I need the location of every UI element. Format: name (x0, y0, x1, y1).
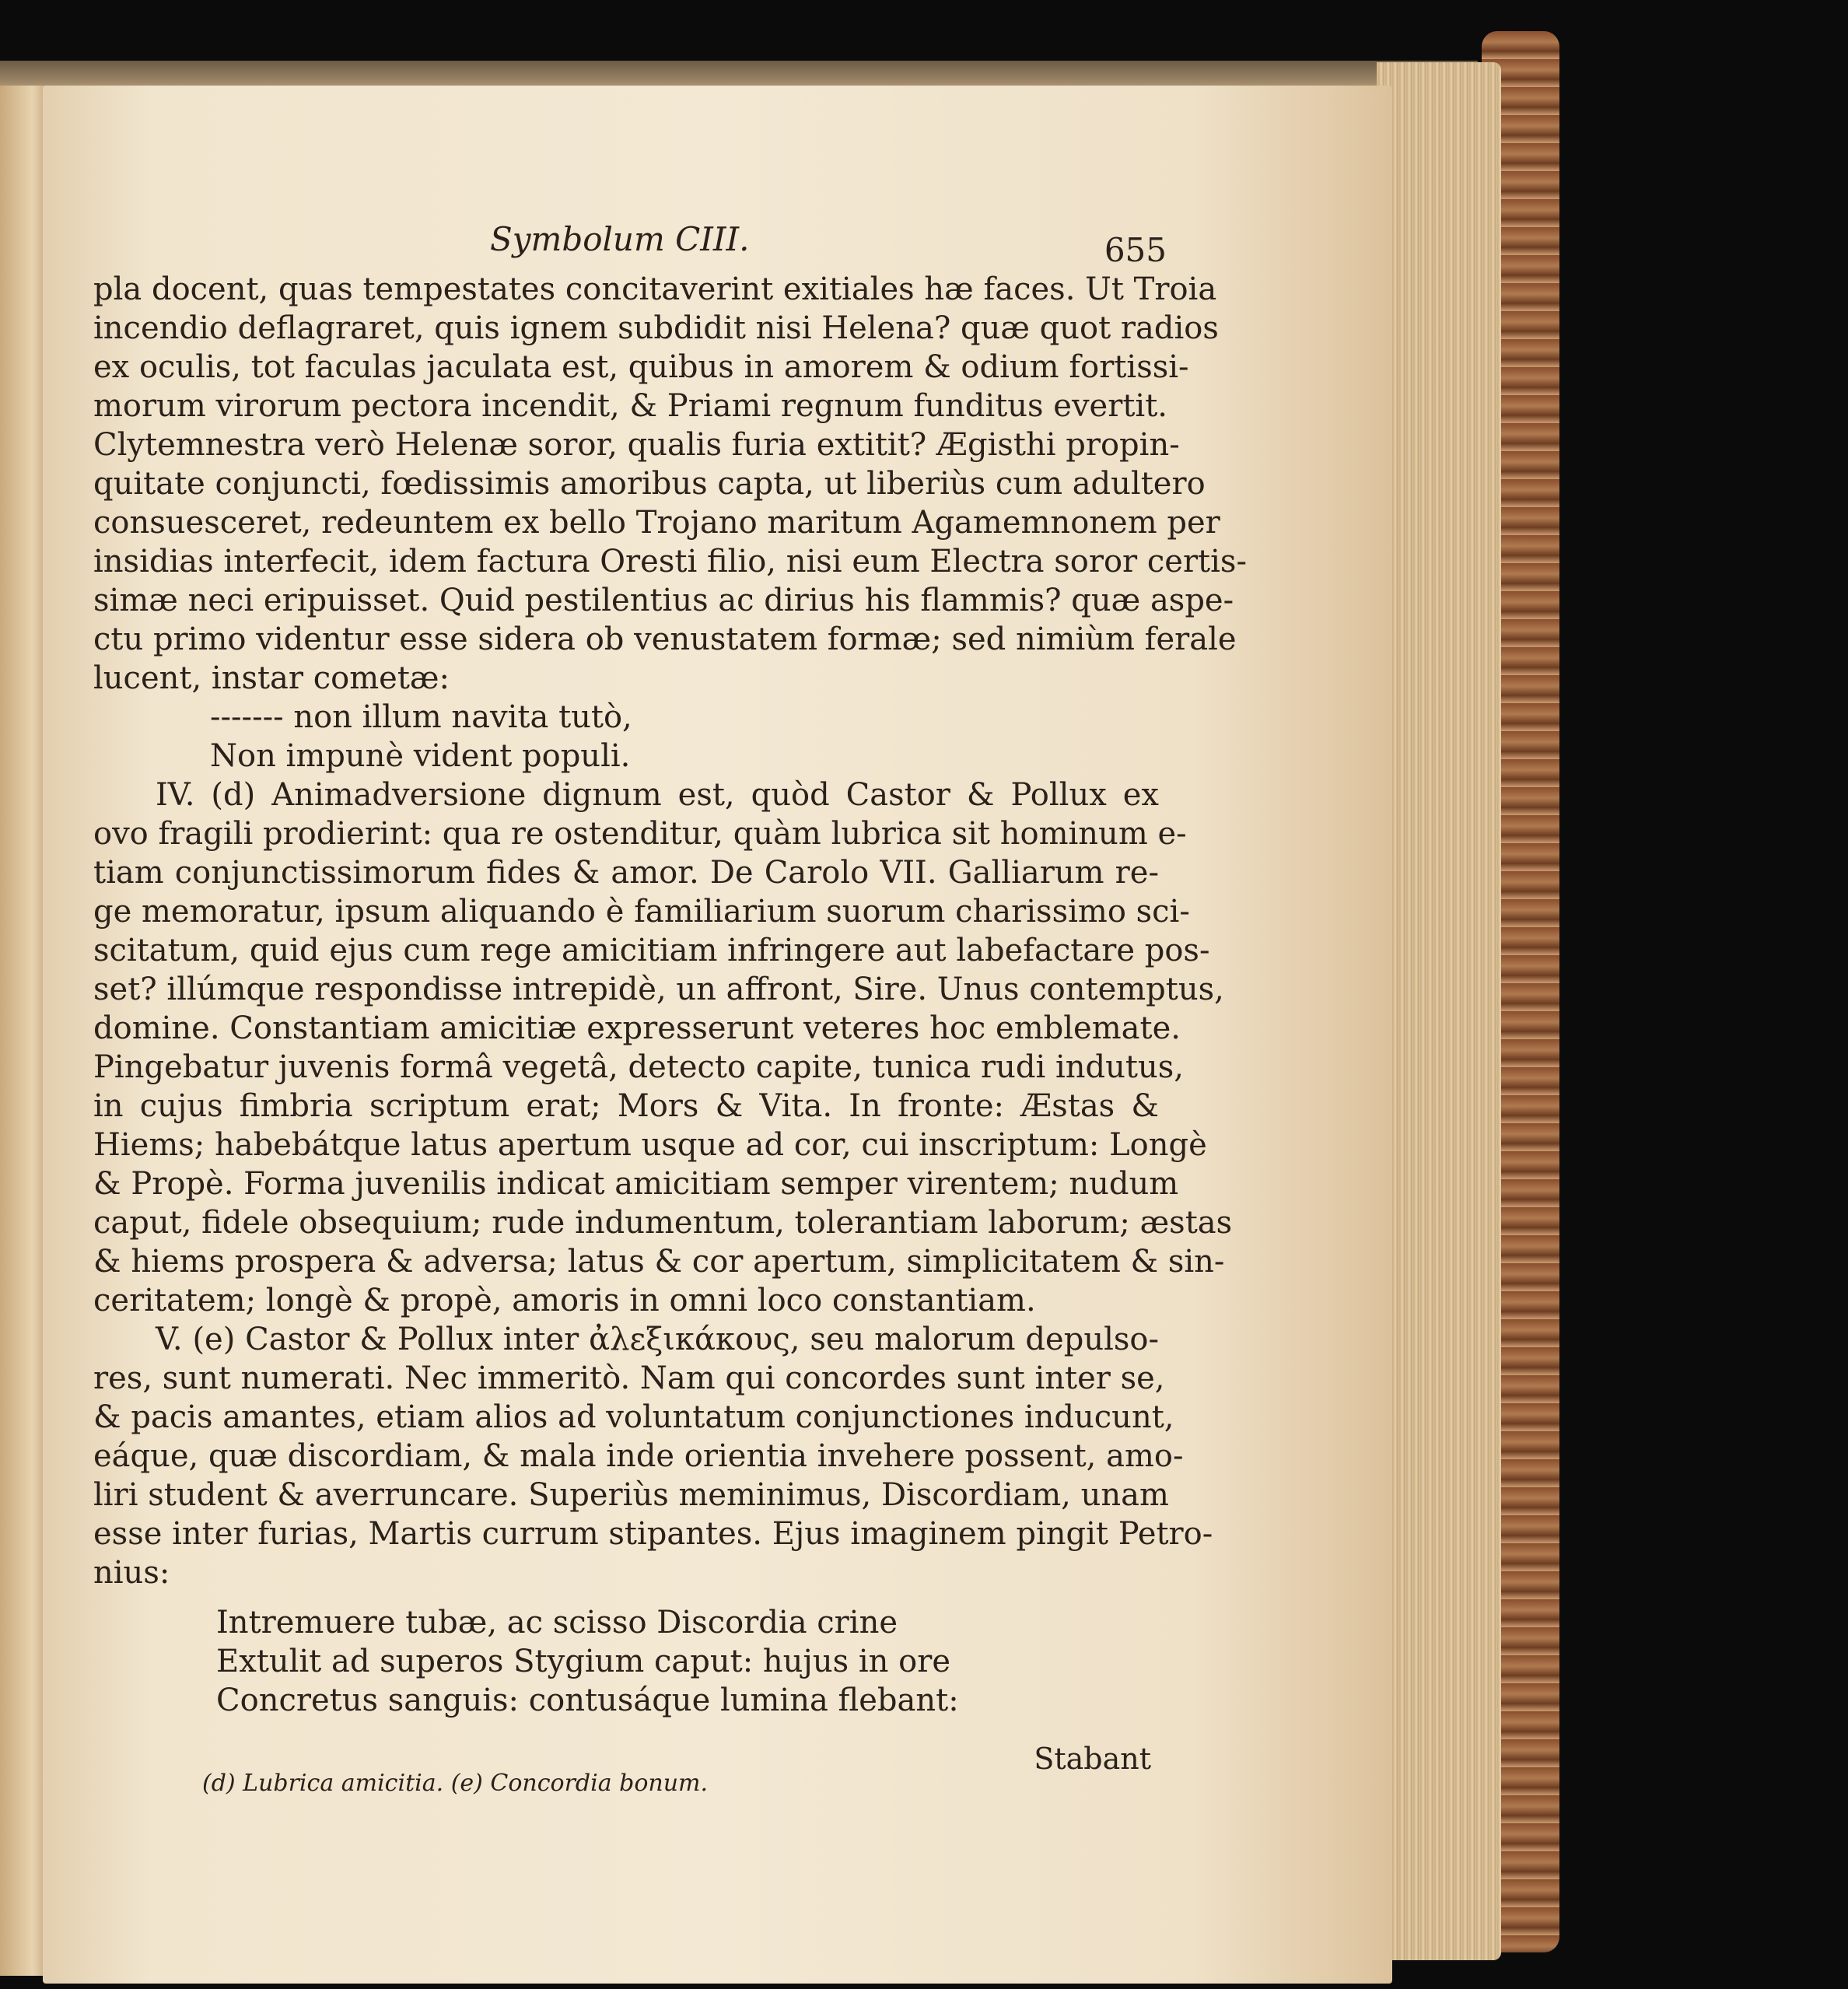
text-line: & hiems prospera & adversa; latus & cor apertum, simplicitatem & sin- (93, 1244, 1225, 1280)
page-text (93, 214, 1247, 1797)
text-line: Hiems; habebátque latus apertum usque ad cor, cui inscriptum: Longè (93, 1127, 1207, 1163)
verse-line: ------- non illum navita tutò, (210, 699, 632, 735)
text-line: lucent, instar cometæ: (93, 660, 450, 696)
verse-line: Concretus sanguis: contusáque lumina flebant: (216, 1683, 959, 1718)
text-line: domine. Constantiam amicitiæ expresserunt veteres hoc emblemate. (93, 1010, 1181, 1046)
text-line: set? illúmque respondisse intrepidè, un affront, Sire. Unus contemptus, (93, 972, 1224, 1007)
text-line: & pacis amantes, etiam alios ad voluntatum conjunctiones inducunt, (93, 1399, 1174, 1435)
text-line: morum virorum pectora incendit, & Priami regnum funditus evertit. (93, 388, 1167, 424)
running-head-title: Symbolum CIII. (490, 220, 750, 258)
text-line: ge memoratur, ipsum aliquando è familiarium suorum charissimo sci- (93, 894, 1190, 930)
text-line: ovo fragili prodierint: qua re ostenditur, quàm lubrica sit hominum e- (93, 816, 1187, 852)
catchword: Stabant (1034, 1742, 1151, 1776)
text-line: & Propè. Forma juvenilis indicat amicitiam semper virentem; nudum (93, 1166, 1179, 1202)
page-number: 655 (1104, 231, 1167, 269)
paragraph-iv (93, 776, 1233, 1320)
text-line: quitate conjuncti, fœdissimis amoribus capta, ut liberiùs cum adultero (93, 466, 1206, 502)
text-line: V. (e) Castor & Pollux inter ἀλεξικάκους, seu malorum depulso- (156, 1322, 1159, 1357)
text-line: nius: (93, 1555, 170, 1591)
text-line: eáque, quæ discordiam, & mala inde orientia invehere possent, amo- (93, 1438, 1184, 1474)
text-line: esse inter furias, Martis currum stipantes. Ejus imaginem pingit Petro- (93, 1516, 1213, 1552)
text-line: ceritatem; longè & propè, amoris in omni loco constantiam. (93, 1283, 1036, 1318)
text-line: in cujus fimbria scriptum erat; Mors & Vita. In fronte: Æstas & (93, 1088, 1159, 1124)
verse-quote-2 (93, 1603, 1159, 1720)
verse-line: Intremuere tubæ, ac scisso Discordia crine (216, 1605, 898, 1641)
text-line: Pingebatur juvenis formâ vegetâ, detecto capite, tunica rudi indutus, (93, 1049, 1184, 1085)
text-line: IV. (d) Animadversione dignum est, quòd Castor & Pollux ex (156, 777, 1159, 813)
text-line: res, sunt numerati. Nec immeritò. Nam qui concordes sunt inter se, (93, 1360, 1165, 1396)
paragraph-v (93, 1320, 1213, 1592)
footnotes: (d) Lubrica amicitia. (e) Concordia bonum. (202, 1770, 709, 1797)
text-line: pla docent, quas tempestates concitaverint exitiales hæ faces. Ut Troia (93, 271, 1217, 307)
text-line: consuesceret, redeuntem ex bello Trojano maritum Agamemnonem per (93, 505, 1220, 541)
paragraph-continued (93, 270, 1247, 698)
text-line: ex oculis, tot faculas jaculata est, quibus in amorem & odium fortissi- (93, 349, 1189, 385)
verse-line: Non impunè vident populi. (210, 738, 631, 774)
text-line: liri student & averruncare. Superiùs meminimus, Discordiam, unam (93, 1477, 1169, 1513)
text-line: tiam conjunctissimorum fides & amor. De Carolo VII. Galliarum re- (93, 855, 1159, 891)
text-line: Clytemnestra verò Helenæ soror, qualis furia extitit? Ægisthi propin- (93, 427, 1180, 463)
page-fore-edge (1377, 62, 1501, 1960)
text-line: caput, fidele obsequium; rude indumentum, tolerantiam laborum; æstas (93, 1205, 1233, 1241)
text-line: insidias interfecit, idem factura Oresti filio, nisi eum Electra soror certis- (93, 544, 1247, 580)
verse-line: Extulit ad superos Stygium caput: hujus in ore (216, 1644, 950, 1679)
text-line: simæ neci eripuisset. Quid pestilentius ac dirius his flammis? quæ aspe- (93, 583, 1234, 618)
text-line: ctu primo videntur esse sidera ob venustatem formæ; sed nimiùm ferale (93, 622, 1237, 657)
text-line: scitatum, quid ejus cum rege amicitiam infringere aut labefactare pos- (93, 933, 1210, 968)
verse-quote-1 (93, 698, 1159, 776)
text-line: incendio deflagraret, quis ignem subdidit nisi Helena? quæ quot radios (93, 310, 1219, 346)
running-head (93, 214, 1167, 270)
